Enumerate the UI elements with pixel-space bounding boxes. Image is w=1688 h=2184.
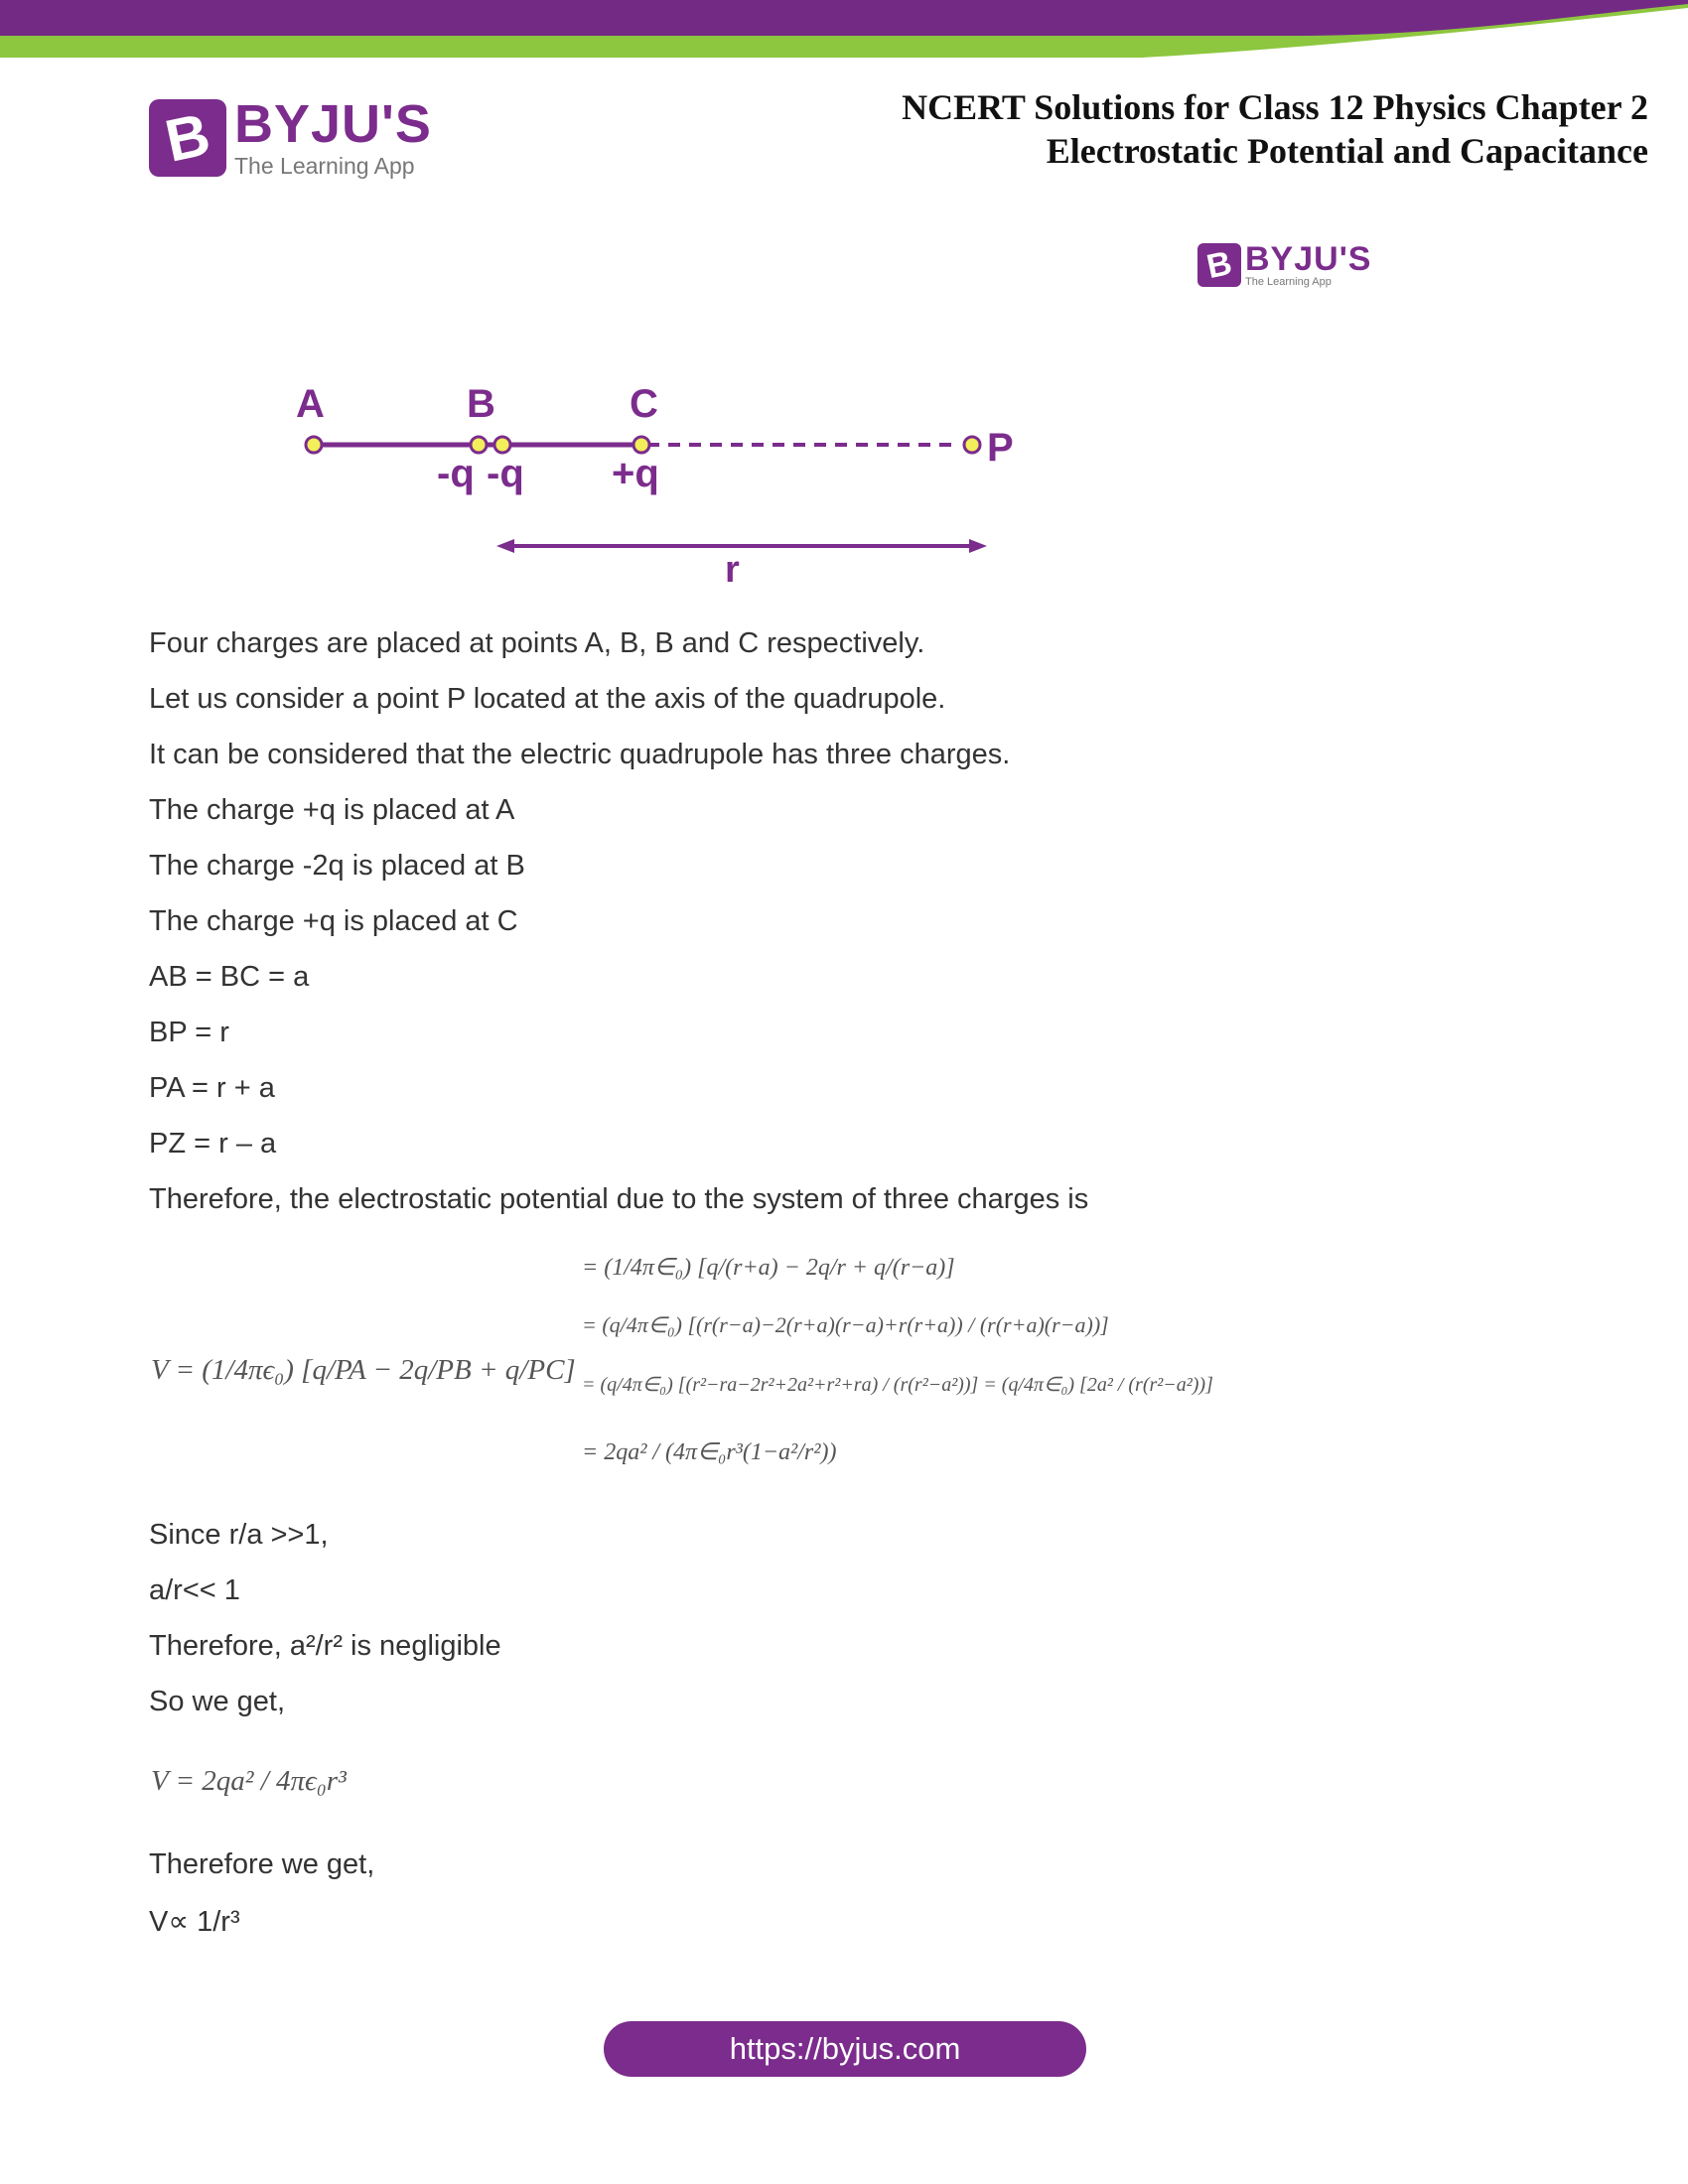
node-b2	[494, 437, 510, 453]
page-title	[902, 85, 1648, 173]
ratio-line: a/r<< 1	[149, 1574, 240, 1606]
paragraph-9: PA = r + a	[149, 1072, 275, 1104]
label-c: C	[630, 382, 658, 426]
logo-mark: B	[149, 99, 226, 177]
byjus-logo[interactable]	[149, 94, 432, 179]
equation-step-4: = 2qa² / (4π∈₀r³(1−a²/r²))	[582, 1439, 837, 1465]
node-b1	[471, 437, 487, 453]
paragraph-5: The charge -2q is placed at B	[149, 850, 525, 882]
proportional-line: V∝ 1/r³	[149, 1906, 240, 1938]
footer-url-button[interactable]: https://byjus.com	[604, 2021, 1086, 2077]
equation-step-3: = (q/4π∈₀) [(r²−ra−2r²+2a²+r²+ra) / (r(r²−a²))] = (q/4π∈₀) [2a² / (r(r²−a²))]	[582, 1374, 1213, 1396]
node-c	[633, 437, 649, 453]
equation-main-lhs: V = (1/4πϵ₀) [q/PA − 2q/PB + q/PC]	[151, 1354, 576, 1386]
paragraph-1: Four charges are placed at points A, B, B and C respectively.	[149, 627, 925, 659]
label-b: B	[467, 382, 495, 426]
charge-label-c: +q	[612, 452, 659, 495]
equation-step-1: = (1/4π∈₀) [q/(r+a) − 2q/r + q/(r−a)]	[582, 1255, 955, 1281]
node-p	[964, 437, 980, 453]
so-we-get-line: So we get,	[149, 1686, 286, 1717]
label-p: P	[987, 426, 1014, 470]
watermark-logo-tagline: The Learning App	[1245, 276, 1332, 288]
title-line-2: Electrostatic Potential and Capacitance	[1046, 131, 1648, 171]
since-line: Since r/a >>1,	[149, 1519, 329, 1551]
paragraph-2: Let us consider a point P located at the axis of the quadrupole.	[149, 683, 946, 715]
charge-label-b2: -q	[487, 452, 524, 495]
byjus-watermark-logo	[1197, 242, 1371, 288]
logo-name: BYJU'S	[234, 94, 432, 154]
therefore-we-get-line: Therefore we get,	[149, 1848, 375, 1880]
logo-tagline: The Learning App	[234, 153, 415, 179]
quadrupole-diagram	[0, 357, 1092, 596]
distance-arrow-left	[496, 539, 514, 553]
distance-label: r	[725, 549, 740, 591]
title-line-1: NCERT Solutions for Class 12 Physics Chapter 2	[902, 87, 1648, 127]
top-banner	[0, 0, 1688, 62]
paragraph-3: It can be considered that the electric quadrupole has three charges.	[149, 739, 1011, 770]
equation-result: V = 2qa² / 4πϵ₀r³	[151, 1765, 347, 1797]
watermark-logo-mark: B	[1197, 243, 1241, 287]
negligible-line: Therefore, a²/r² is negligible	[149, 1630, 501, 1662]
paragraph-10: PZ = r – a	[149, 1128, 277, 1160]
paragraph-6: The charge +q is placed at C	[149, 905, 518, 937]
equation-step-2: = (q/4π∈₀) [(r(r−a)−2(r+a)(r−a)+r(r+a)) / (r(r+a)(r−a))]	[582, 1312, 1109, 1337]
paragraph-8: BP = r	[149, 1017, 229, 1048]
paragraph-11: Therefore, the electrostatic potential due to the system of three charges is	[149, 1183, 1089, 1215]
watermark-logo-name: BYJU'S	[1245, 240, 1372, 278]
distance-arrow-right	[969, 539, 987, 553]
label-a: A	[296, 382, 325, 426]
paragraph-4: The charge +q is placed at A	[149, 794, 515, 826]
paragraph-7: AB = BC = a	[149, 961, 310, 993]
node-a	[306, 437, 322, 453]
charge-label-b1: -q	[437, 452, 475, 495]
